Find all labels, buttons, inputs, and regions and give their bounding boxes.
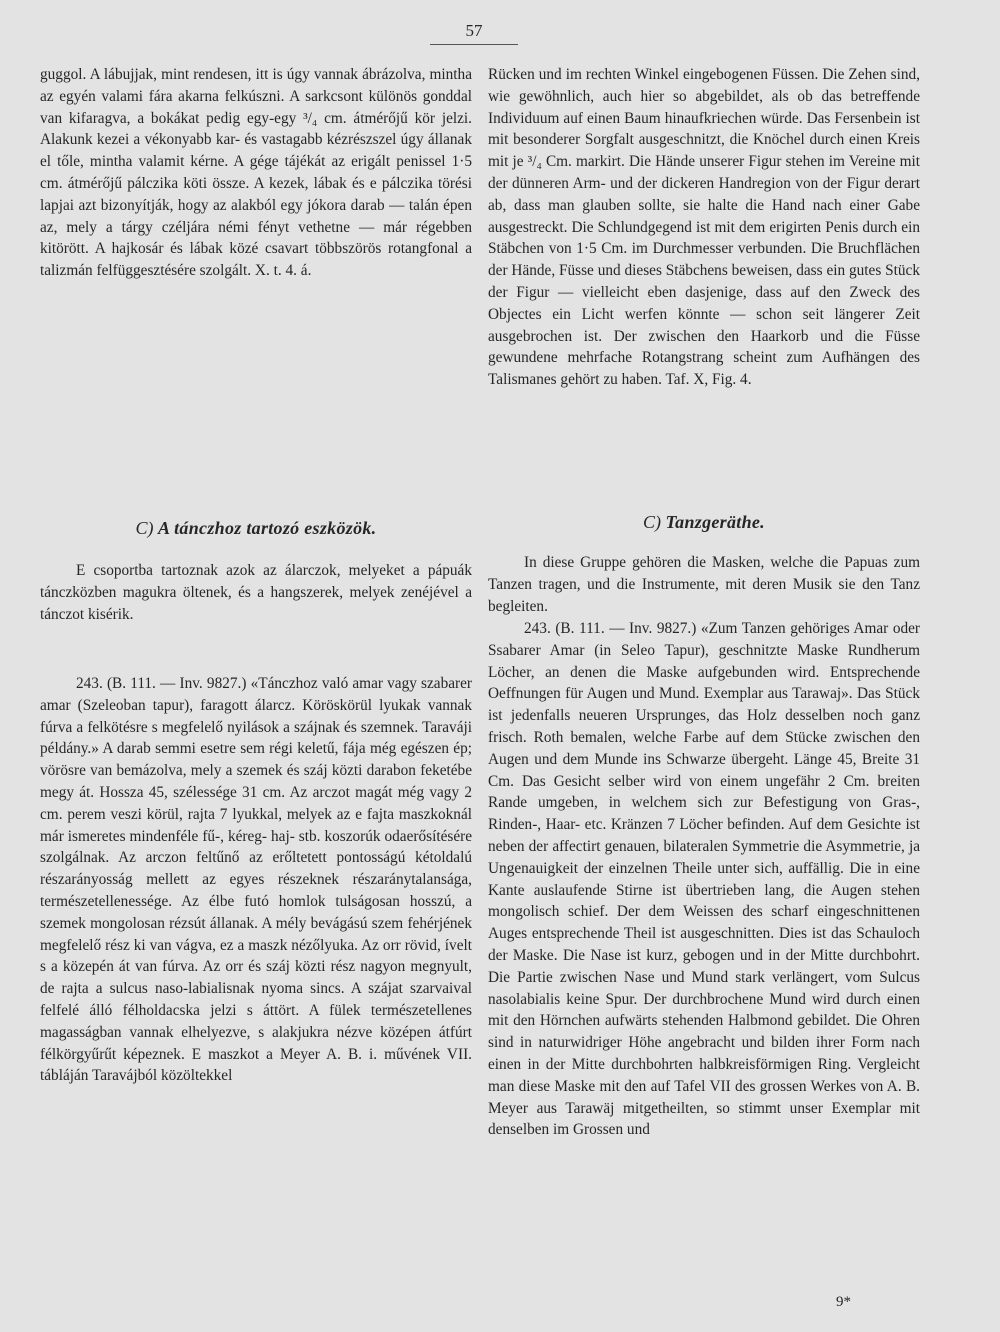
left-col-paragraph-2 — [40, 560, 472, 625]
right-heading-prefix: C) — [643, 512, 662, 532]
left-heading-title: A tánczhoz tartozó eszközök. — [158, 518, 377, 538]
right-col-paragraph-1 — [488, 64, 920, 391]
left-heading-prefix: C) — [135, 518, 154, 538]
left-col-paragraph-3 — [40, 673, 472, 1087]
right-paragraph-3-text: 243. (B. 111. — Inv. 9827.) «Zum Tanzen gehöriges Amar oder Ssabarer Amar (in Seleo Tapur), geschnitzte Maske Rundherum Löcher, an denen die Maske aufgebunden wird. Entsprechende Oeffnungen für Augen und Mund. Exemplar aus Tarawaj». Das Stück ist jedenfalls neueren Ursprunges, das Holz desselben noch ganz frisch. Roth bemalen, welche Farbe auf dem Stücke zwischen den Augen und dem Munde ins Schwarze übergeht. Länge 45, Breite 31 Cm. Das Gesicht selber wird von einem ungefähr 2 Cm. breiten Rande umgeben, in welchem sich zur Befestigung von Gras-, Rinden-, Haar- etc. Kränzen 7 Löcher befinden. Auf dem Gesichte ist neben der affectirt genauen, bilateralen Symmetrie die Asymmetrie, ja Ungenauigkeit der einzelnen Theile unter sich, auffällig. Die in eine Kante auslaufende Stirne ist übertrieben lang, die Augen stehen mongolisch schief. Der dem Weissen des scharf eingeschnittenen Auges entsprechende Theil ist ausgeschnitten. Dies ist das Schauloch der Maske. Die Nase ist kurz, gebogen und in der Mitte durchbohrt. Die Partie zwischen Nase und Mund stark verlängert, vom Sulcus nasolabialis keine Spur. Der durchbrochene Mund wird durch einen mit den Hörnchen aufwärts stehenden Halbmond gebildet. Die Ohren sind in naturwidriger Höhe angebracht und bilden ihrer Form nach einen in der Mitte durchbohrten halbkreisförmigen Ring. Vergleicht man diese Maske mit den auf Tafel VII des grossen Werkes von A. B. Meyer aus Tarawäj mitgetheilten, so stimmt unser Exemplar mit denselben im Grossen und — [488, 620, 920, 1139]
left-section-heading — [40, 516, 472, 540]
left-paragraph-2-text: E csoportba tartoznak azok az álarczok, melyeket a pápuák tánczközben magukra öltenek, és a hangszerek, melyek zenéjével a tánczot kisérik. — [40, 562, 472, 623]
right-col-paragraph-2 — [488, 552, 920, 617]
right-heading-title: Tanzgeräthe. — [665, 512, 765, 532]
right-col-paragraph-3 — [488, 618, 920, 1141]
right-paragraph-1-text: Rücken und im rechten Winkel eingebogenen Füssen. Die Zehen sind, wie gewöhnlich, auch hier so abgebildet, als ob das betreffende Individuum auf einen Baum hinaufkriechen würde. Das Fersenbein ist mit besonderer Sorgfalt ausgeschnitzt, die Knöchel durch einen Kreis mit je ³/₄ Cm. markirt. Die Hände unserer Figur stehen im Vereine mit der dünneren Arm- und der dickeren Handregion von der Figur derart ab, dass man glauben sollte, sie halte die Hand nach einer Gabe ausgestreckt. Die Schlundgegend ist mit dem erigirten Penis durch ein Stäbchen von 1·5 Cm. im Durchmesser verbunden. Die Bruchflächen der Hände, Füsse und dieses Stäbchens beweisen, dass ein gutes Stück der Figur — vielleicht eben dasjenige, dass auf den Zweck des Objectes ein Licht werfen könnte — schon seit längerer Zeit ausgebrochen ist. Der zwischen den Haarkorb und die Füsse gewundene mehrfache Rotangstrang scheint zum Aufhängen des Talismanes gehört zu haben. Taf. X, Fig. 4. — [488, 66, 920, 389]
right-section-heading — [488, 510, 920, 534]
right-paragraph-2-text: In diese Gruppe gehören die Masken, welche die Papuas zum Tanzen tragen, und die Instrumente, mit deren Musik sie den Tanz begleiten. — [488, 554, 920, 615]
left-paragraph-3-text: 243. (B. 111. — Inv. 9827.) «Tánczhoz való amar vagy szabarer amar (Szeleoban tapur), faragott álarcz. Köröskörül lyukak vannak fúrva a felkötésre s megfelelő nyilások a szájnak és szemnek. Taraváji példány.» A darab semmi esetre sem régi keletű, fája még egészen ép; vörösre van bemázolva, mely a szemek és száj közti darabon feketébe megy át. Hossza 45, szélessége 31 cm. Az arczot magát még vagy 2 cm. perem veszi körül, rajta 7 lyukkal, melyek az e fajta maszkoknál már ismeretes mindenféle fű-, kéreg- haj- stb. koszorúk odaerősítésére szolgálnak. Az arczon feltűnő az erőltetett pontosságú kétoldalú részarányosság mellett az egyes részeknek részaránytalansága, természetellenessége. Az élbe futó homlok tulságosan hosszú, a szemek mongolosan rézsút állanak. A mély bevágású szem fehérjének megfelelő rész ki van vágva, ez a maszk nézőlyuka. Az orr rövid, ívelt s a közepén át van fúrva. Az orr és száj közti rész nagyon megnyult, de rajta a sulcus naso-labialisnak nyoma sincs. A szájat szarvaival felfelé álló félholdacska jelzi s áttört. A fülek természetellenes magasságban vannak elhelyezve, s alakjukra nézve középen átfúrt félkörgyűrűt képeznek. E maszkot a Meyer A. B. i. művének VII. tábláján Taravájból közöltekkel — [40, 675, 472, 1085]
left-paragraph-1-text: guggol. A lábujjak, mint rendesen, itt is úgy vannak ábrázolva, mintha az egyén valami fára akarna felkúszni. A sarkcsont különös gonddal van kifaragva, a bokákat pedig egy-egy ³/₄ cm. átmérőjű kör jelzi. Alakunk kezei a vékonyabb kar- és vastagabb kézrészszel úgy állanak el tőle, mintha valamit kérne. A gége tájékát az erigált penissel 1·5 cm. átmérőjű pálczika köti össze. A kezek, lábak és e pálczika törési lapjai azt bizonyítják, hogy az alakból egy jókora darab — talán épen az, mely a tárgy czéljára némi fényt vethetne — már régebben kitörött. A hajkosár és lábak közé csavart többszörös rotangfonal a talizmán felfüggesztésére szolgált. X. t. 4. á. — [40, 66, 472, 280]
left-col-paragraph-1 — [40, 64, 472, 282]
page-number: 57 — [430, 20, 518, 45]
signature-mark: 9* — [836, 1294, 851, 1310]
